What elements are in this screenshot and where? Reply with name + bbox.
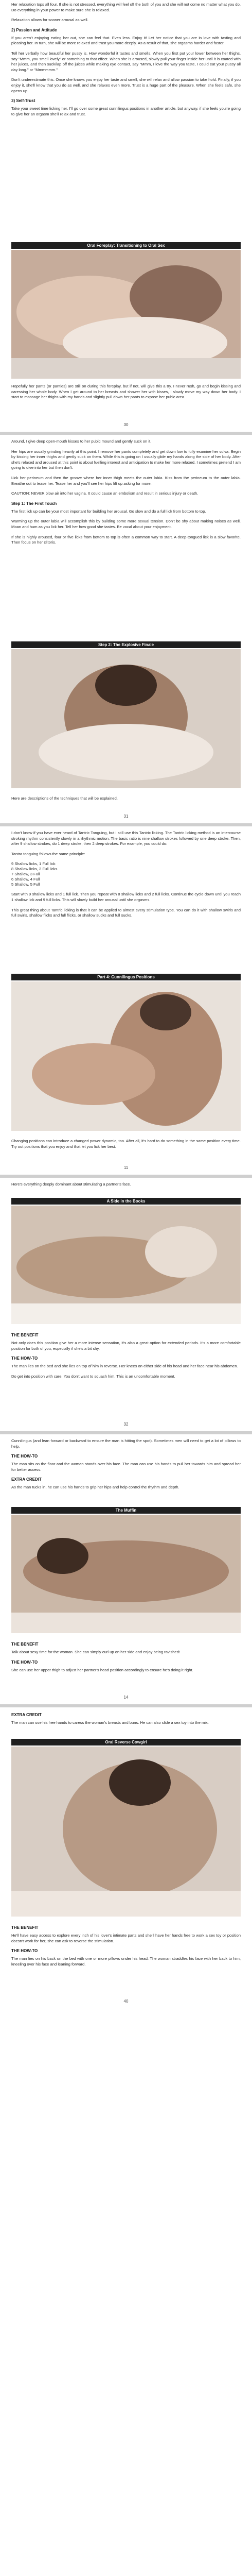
paragraph: Cunnilingus (and lean forward or backward to ensure the man is hitting the spot). Sometimes men will need to get a lot of pillows to help. bbox=[11, 1438, 241, 1449]
image-caption-bar: Oral Foreplay: Transitioning to Oral Sex bbox=[11, 242, 241, 249]
paragraph: Lick her perineum and then the groove where her inner thigh meets the outer labia. Kiss from the perineum to the outer labia. Breathe out to tease her. Tease her and you'll see her hips lift up asking for more. bbox=[11, 475, 241, 486]
page-30-text-bottom bbox=[11, 384, 241, 405]
page-number: 14 bbox=[123, 1695, 129, 1700]
page-40-text bbox=[11, 1711, 241, 1731]
paragraph: Her hips are usually grinding heavily at this point. I remove her pants completely and get down low to fully examine her vulva. Begin by kissing her inner thighs and gently suck on them. While this is going on I usually glide my hands along the side of her body. After she's relaxed and aroused at this point is about fuelling interest and anticipation to make her more relaxed. I sometimes pretend I am going to dive into her but then don't. bbox=[11, 449, 241, 470]
page-separator bbox=[0, 1175, 252, 1178]
page-number: 30 bbox=[123, 422, 129, 427]
paragraph: The man sits on the floor and the woman stands over his face. The man can use his hands to pull her towards him and spread her for better access. bbox=[11, 1462, 241, 1472]
paragraph: Take your sweet time licking her. I'll go over some great cunnilingus positions in another article, but anyway, if she feels you're going to give her an orgasm she'll relax and trust. bbox=[11, 106, 241, 116]
paragraph: He'll have easy access to explore every inch of his lover's intimate parts and she'll have her hands free to work a sex toy or position doesn't work for her, she can ask to reverse the stimulation. bbox=[11, 1933, 241, 1943]
photo bbox=[11, 981, 241, 1131]
paragraph: Here's everything deeply dominant about stimulating a partner's face. bbox=[11, 1182, 131, 1187]
paragraph: Warming up the outer labia will accomplish this by building some more sexual tension. Don't be shy about making noises as well. Moan and hum as you lick her. Tell her how good she tastes. Be vocal about your enjoyment. bbox=[11, 519, 241, 529]
page-14-text bbox=[11, 1438, 241, 1495]
list-item: 7 Shallow, 3 Full bbox=[11, 872, 40, 877]
page-positions-text bbox=[11, 1139, 241, 1154]
photo bbox=[11, 250, 241, 379]
page-40-text-bottom bbox=[11, 1924, 241, 1972]
paragraph: Not only does this position give her a more intense sensation, it's also a great option for extended periods. It's a more comfortable position for both of you, especially if she's a bit shy. bbox=[11, 1341, 241, 1351]
section-heading: THE HOW-TO bbox=[11, 1948, 38, 1954]
paragraph: If you aren't enjoying eating her out, she can feel that. Even less. Enjoy it! Let her notice that you are in love with tasting and pleasing her. In turn, she will be more relaxed and trust you more deeply. As a result of that, she orgasms harder and faster. bbox=[11, 35, 241, 46]
page-30-text-top bbox=[11, 2, 241, 122]
paragraph: She can use her upper thigh to adjust her partner's head position accordingly to ensure he's doing it right. bbox=[11, 1667, 193, 1672]
paragraph: The man lies on the bed and she lies on top of him in reverse. Her knees on either side of his head and her face near his abdomen. bbox=[11, 1364, 238, 1369]
image-caption-bar: Part 4: Cunnilingus Positions bbox=[11, 974, 241, 980]
photo bbox=[11, 649, 241, 788]
image-caption-bar: A Side in the Books bbox=[11, 1198, 241, 1205]
paragraph: Hopefully her pants (or panties) are still on during this foreplay, but if not, will give this a try. I never rush, go and begin kissing and caressing her whole body. When I get around to her breasts and shower her with kisses, I slowly move my way down her body. I start to massage her thighs with my hands and slightly pull down her pants to expose her pubic area. bbox=[11, 384, 241, 400]
page-tantric-text bbox=[11, 831, 241, 923]
paragraph: This great thing about Tantric licking is that it can be applied to almost every stimulation type. You can do it with shallow swirls and full swirls, shallow flicks and full flicks, or shallow sucks and full sucks. bbox=[11, 907, 241, 918]
paragraph: Changing positions can introduce a changed power dynamic, too. After all, it's hard to do something in the same position every time. Try out positions that you enjoy and that let you lick her best. bbox=[11, 1139, 241, 1149]
paragraph: Her relaxation tops all four. If she is not stressed, everything will feel off the both of you and she will not come no matter what you do. Do everything in your power to make sure she is relaxed. bbox=[11, 2, 241, 12]
caution-paragraph: CAUTION: NEVER blow air into her vagina. It could cause an embolism and result in serious injury or death. bbox=[11, 491, 199, 496]
section-heading: EXTRA CREDIT bbox=[11, 1477, 42, 1482]
photo bbox=[11, 1515, 241, 1633]
paragraph: Relaxation allows for sooner arousal as well. bbox=[11, 18, 88, 23]
image-caption-bar: Oral Reverse Cowgirl bbox=[11, 1739, 241, 1745]
paragraph: The man can use his free hands to caress the woman's breasts and buns. He can also slide a sex toy into the mix. bbox=[11, 1720, 209, 1725]
list-item: 8 Shallow licks, 2 Full licks bbox=[11, 867, 58, 872]
section-heading: Step 1: The First Touch bbox=[11, 501, 57, 506]
paragraph: I don't know if you have ever heard of Tantric Tonguing, but I still use this Tantric licking. The Tantric licking method is an intercourse stroking rhythm consistently slowly in a rhythmic motion. The basic ratio is nine shallow strokes followed by one deep stroke. Then, after 9 shallow strokes, do 1 deep stroke, then 2 deep strokes. For example, you could do: bbox=[11, 831, 241, 846]
image-caption-bar: The Muffin bbox=[11, 1507, 241, 1514]
section-heading: 2) Passion and Attitude bbox=[11, 27, 57, 32]
section-heading: THE BENEFIT bbox=[11, 1642, 39, 1647]
paragraph: Tantra tonguing follows the same principle: bbox=[11, 851, 85, 856]
list-item: 6 Shallow, 4 Full bbox=[11, 877, 40, 882]
list-item: 9 Shallow licks, 1 Full lick bbox=[11, 861, 56, 867]
section-heading: THE BENEFIT bbox=[11, 1333, 39, 1337]
section-heading: THE HOW-TO bbox=[11, 1454, 38, 1459]
page-separator bbox=[0, 432, 252, 435]
paragraph: Around, I give deep open-mouth kisses to her pubic mound and gently suck on it. bbox=[11, 439, 152, 444]
section-heading: THE HOW-TO bbox=[11, 1659, 38, 1665]
page-31-text bbox=[11, 439, 241, 550]
section-heading: 3) Self-Trust bbox=[11, 98, 35, 104]
page-31-text-bottom bbox=[11, 796, 241, 806]
paragraph: The first lick up can be your most important for building her arousal. Go slow and do a full lick from bottom to top. bbox=[11, 509, 206, 514]
section-heading: EXTRA CREDIT bbox=[11, 1713, 42, 1717]
page-number: 40 bbox=[123, 1999, 129, 2004]
image-caption-bar: Step 2: The Explosive Finale bbox=[11, 641, 241, 648]
page-32-text-bottom bbox=[11, 1332, 241, 1384]
paragraph: The man lies on his back on the bed with one or more pillows under his head. The woman straddles his face with her back to him, kneeling over his face and leaning forward. bbox=[11, 1956, 241, 1967]
paragraph: If she is highly aroused, four or five licks from bottom to top is often a common way to start. A deep-tongued lick is a slow favorite. Then focus on her clitoris. bbox=[11, 534, 241, 545]
page-14-text-bottom bbox=[11, 1641, 241, 1677]
section-heading: THE BENEFIT bbox=[11, 1925, 39, 1930]
paragraph: As the man tucks in, he can use his hands to grip her hips and help control the rhythm and depth. bbox=[11, 1485, 179, 1490]
page-number: 11 bbox=[123, 1165, 129, 1170]
paragraph: Here are descriptions of the techniques that will be explained. bbox=[11, 796, 118, 801]
photo bbox=[11, 1747, 241, 1917]
paragraph: Talk about sexy time for the woman. She can simply curl up on her side and enjoy being ravished! bbox=[11, 1650, 180, 1654]
page-number: 32 bbox=[123, 1422, 129, 1427]
paragraph: Do get into position with care. You don't want to squash him. This is an uncomfortable moment. bbox=[11, 1374, 175, 1379]
page-separator bbox=[0, 1431, 252, 1434]
paragraph: Don't underestimate this. Once she knows you enjoy her taste and smell, she will relax and allow passion to take hold. Finally, if you enjoy it, she'll know that you do as well, and she relaxes even more. Trust is a huge part of the pleasure. When she feels safe, she opens up. bbox=[11, 77, 241, 93]
paragraph: Tell her verbally how beautiful her pussy is. How wonderful it tastes and smells. When you first put your lower between her thighs, say "Mmm, you smell lovely" or something to that effect. When she is aroused, slowly pull your finger inside her until it is coated with her juices, and then suck/lap off the juices while making eye contact, say "Mmm, I love the way you taste, I could eat your pussy all day long." or "Mmmmmm." bbox=[11, 50, 241, 72]
section-heading: THE HOW-TO bbox=[11, 1356, 38, 1361]
list-item: 5 Shallow, 5 Full bbox=[11, 882, 40, 887]
page-number: 31 bbox=[123, 814, 129, 819]
page-separator bbox=[0, 823, 252, 826]
page-separator bbox=[0, 1704, 252, 1707]
page-32-text bbox=[11, 1182, 241, 1192]
photo bbox=[11, 1206, 241, 1324]
paragraph: Start with 9 shallow licks and 1 full lick. Then you repeat with 8 shallow licks and 2 full licks. Continue the cycle down until you reach 1 shallow lick and 9 full licks. This will slowly build her arousal until she orgasms. bbox=[11, 892, 241, 902]
